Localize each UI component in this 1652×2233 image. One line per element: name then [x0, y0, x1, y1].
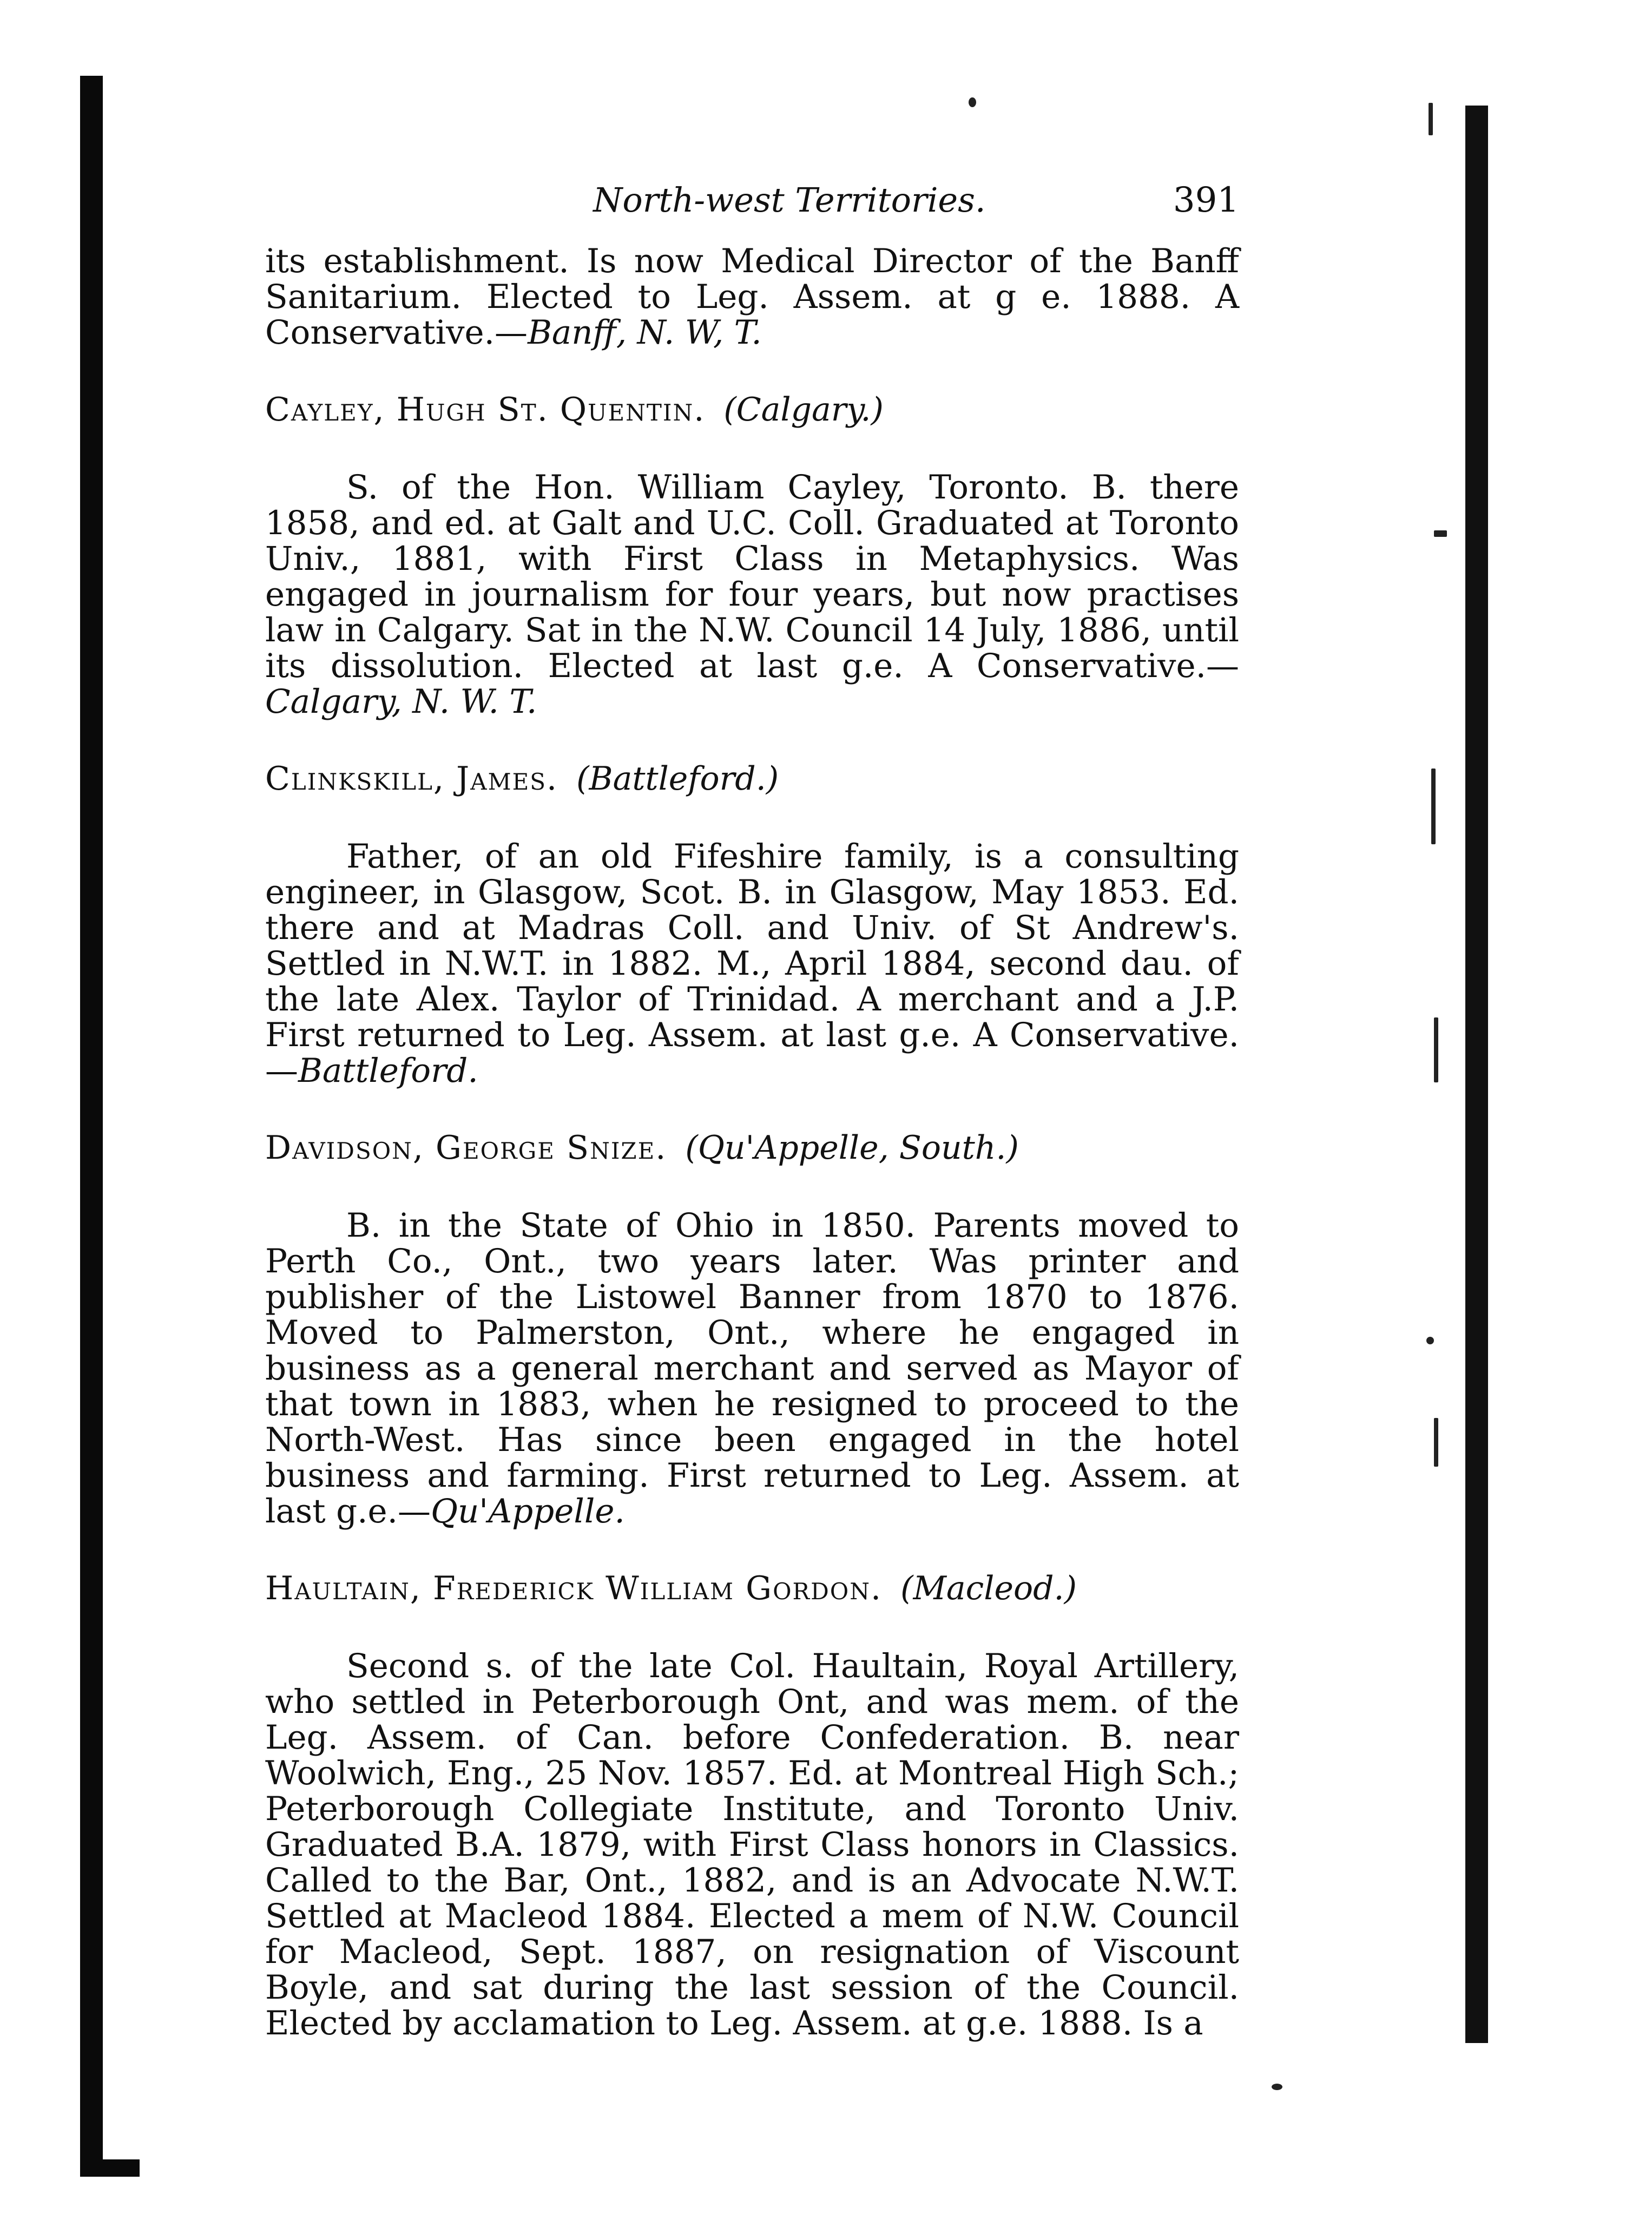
running-header	[265, 179, 1239, 222]
entry-heading	[265, 392, 1239, 428]
constituency: (Macleod.)	[900, 1569, 1077, 1607]
constituency: (Battleford.)	[576, 760, 779, 798]
continued-paragraph	[265, 244, 1239, 351]
scan-speck	[1434, 1418, 1438, 1467]
biography-text: Second s. of the late Col. Haultain, Royal Artillery, who settled in Peterborough Ont, and was mem. of the Leg. Assem. of Can. before Confederation. B. near Woolwich, Eng., 25 Nov. 1857. Ed. at Montreal High Sch.; Peterborough Collegiate Institute, and Toronto Univ. Graduated B.A. 1879, with First Class honors in Classics. Called to the Bar, Ont., 1882, and is an Advocate N.W.T. Settled at Macleod 1884. Elected a mem of N.W. Council for Macleod, Sept. 1887, on resignation of Viscount Boyle, and sat during the last session of the Council. Elected by acclamation to Leg. Assem. at g.e. 1888. Is a	[265, 1647, 1239, 2042]
continued-text: its establishment. Is now Medical Director of the Banff Sanitarium. Elected to Leg. Assem. at g e. 1888. A Conservative.—	[265, 242, 1239, 352]
continued-place: Banff, N. W, T.	[528, 313, 762, 352]
scan-edge-left	[80, 76, 103, 2176]
scan-speck	[1434, 530, 1447, 537]
constituency: (Calgary.)	[723, 391, 884, 429]
scan-edge-left-foot	[80, 2159, 140, 2177]
residence: Qu'Appelle.	[431, 1492, 625, 1531]
running-title: North-west Territories.	[593, 180, 986, 220]
member-name: Davidson, George Snize.	[265, 1129, 667, 1167]
member-name: Clinkskill, James.	[265, 760, 558, 798]
scan-speck	[1434, 1017, 1438, 1082]
member-biography	[265, 470, 1239, 720]
member-biography	[265, 1649, 1239, 2041]
scan-speck	[1272, 2084, 1282, 2090]
entry-heading	[265, 1130, 1239, 1166]
residence: Calgary, N. W. T.	[265, 682, 537, 721]
scan-edge-right	[1465, 106, 1488, 2043]
residence: Battleford.	[298, 1052, 478, 1090]
biography-text: Father, of an old Fifeshire family, is a consulting engineer, in Glasgow, Scot. B. in Glasgow, May 1853. Ed. there and at Madras Coll. and Univ. of St Andrew's. Settled in N.W.T. in 1882. M., April 1884, second dau. of the late Alex. Taylor of Trinidad. A merchant and a J.P. First returned to Leg. Assem. at last g.e. A Conservative.—	[265, 837, 1239, 1090]
member-name: Cayley, Hugh St. Quentin.	[265, 391, 706, 429]
member-biography	[265, 1208, 1239, 1529]
biography-text: S. of the Hon. William Cayley, Toronto. B. there 1858, and ed. at Galt and U.C. Coll. Graduated at Toronto Univ., 1881, with First Class in Metaphysics. Was engaged in journalism for four years, but now practises law in Calgary. Sat in the N.W. Council 14 July, 1886, until its dissolution. Elected at last g.e. A Conservative.—	[265, 468, 1239, 685]
entry-heading	[265, 761, 1239, 797]
scan-speck	[969, 97, 976, 107]
biography-text: B. in the State of Ohio in 1850. Parents moved to Perth Co., Ont., two years later. Was printer and publisher of the Listowel Banner from 1870 to 1876. Moved to Palmerston, Ont., where he engaged in business as a general merchant and served as Mayor of that town in 1883, when he resigned to proceed to the North-West. Has since been engaged in the hotel business and farming. First returned to Leg. Assem. at last g.e.—	[265, 1206, 1239, 1531]
member-biography	[265, 839, 1239, 1089]
scan-speck	[1431, 769, 1436, 844]
scan-speck	[1426, 1337, 1434, 1344]
scan-speck	[1429, 103, 1433, 135]
constituency: (Qu'Appelle, South.)	[685, 1129, 1019, 1167]
member-name: Haultain, Frederick William Gordon.	[265, 1569, 883, 1607]
text-column	[265, 179, 1239, 2083]
entry-heading	[265, 1571, 1239, 1606]
page-number: 391	[1173, 180, 1239, 220]
